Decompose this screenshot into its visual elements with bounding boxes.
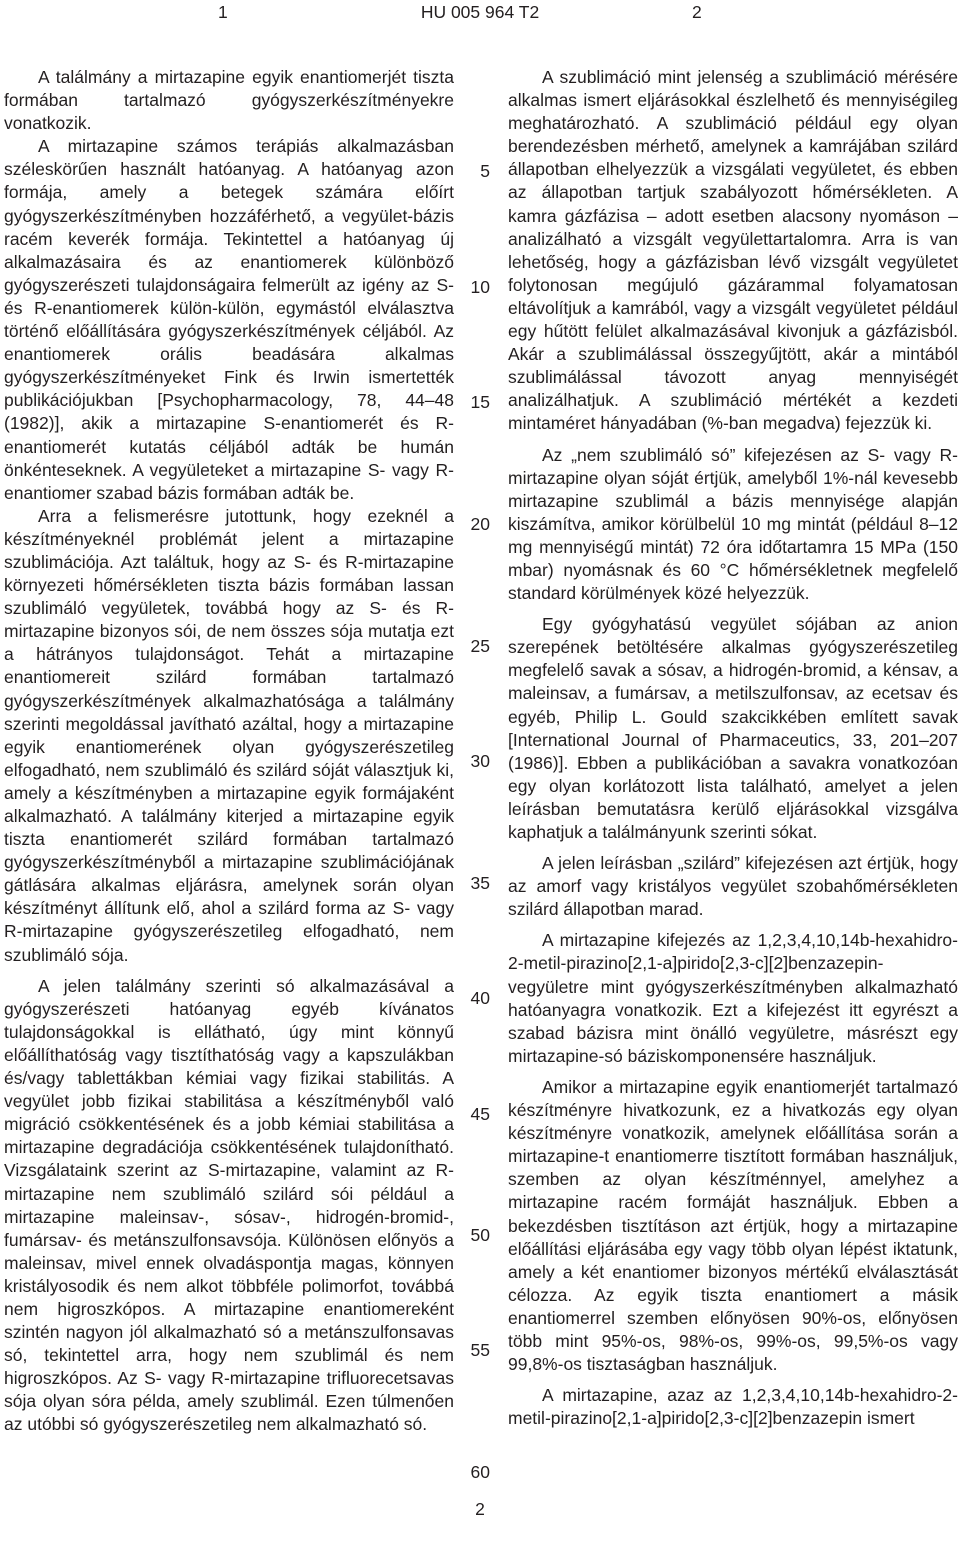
left-column (4, 66, 454, 1437)
paragraph: Egy gyógyhatású vegyület sójában az anion szerepének betöltésére alkalmas gyógyszerészetileg megfelelő savak a sósav, a hidrogén-bromid, a kénsav, a maleinsav, a fumársav, a metilszulfonsav, az ecetsav és egyéb, Philip L. Gould szakcikkében említett savak [International Journal of Pharmaceutics, 33, 201–207 (1986)]. Ebben a publikációban a savakra vonatkozóan egy olyan korlátozott lista található, amelyet a jelen leírásban bemutatásra kerülő eljárásokkal vizsgálva kaphatjuk a találmányunk szerinti sókat. (508, 614, 958, 842)
header-page-left: 1 (218, 2, 228, 22)
page-number: 2 (475, 1499, 485, 1519)
line-number: 20 (470, 514, 490, 534)
line-number: 5 (480, 161, 490, 181)
line-number: 30 (470, 751, 490, 771)
line-number: 15 (470, 392, 490, 412)
line-number: 50 (470, 1225, 490, 1245)
paragraph: A szublimáció mint jelenség a szublimáció mérésére alkalmas ismert eljárásokkal észlelhető és mennyiségileg meghatározható. A szublimáció például egy olyan berendezésben mérhető, amelynek a kamrájában szilárd állapotban elhelyezzük a vizsgálati vegyületet, és ebben az állapotban tartjuk szabályozott hőmérsékleten. A kamra gázfázisa – adott esetben alacsony nyomáson – analizálható a vizsgált vegyülettartalomra. Arra is van lehetőség, hogy a gázfázisban lévő vizsgált vegyületet folytonosan megújuló gázárammal folyamatosan eltávolítjuk a kamrából, vagy a vizsgált vegyületet például egy hűtött felület alkalmazásával kivonjuk a gázfázisból. Akár a szublimálással összegyűjtött, akár a mintából szublimálással távozott anyag mennyiségét analizálhatjuk. A szublimáció mértékét a kezdeti mintaméret hányadában (%-ban megadva) fejezzük ki. (508, 67, 958, 434)
paragraph: A mirtazapine számos terápiás alkalmazásban széleskörűen használt hatóanyag. A hatóanyag azon formája, amely a betegek számára előírt gyógyszerkészítményben hozzáférhető, a vegyület-bázis racém keverék formája. Tekintettel a hatóanyag új alkalmazásaira és az enantiomerek különböző gyógyszerészeti tulajdonságaira felmerült az igény az S- és R-enantiomerek külön-külön, egymástól elválasztva történő előállítására gyógyszerkészítmények céljából. Az enantiomerek orális beadására alkalmas gyógyszerkészítményeket Fink és Irwin ismertették publikációjukban [Psychopharmacology, 78, 44–48 (1982)], akik a mirtazapine S-enantiomerét és R-enantiomerét kutatás céljából adták be humán önkénteseknek. A vegyületeket a mirtazapine S- vagy R-enantiomer szabad bázis formában adták be. (4, 136, 454, 503)
line-number: 10 (470, 277, 490, 297)
paragraph: Arra a felismerésre jutottunk, hogy ezeknél a készítményeknél problémát jelent a mirtazapine szublimációja. Azt találtuk, hogy az S- és R-mirtazapine környezeti hőmérsékleten tiszta bázis formában lassan szublimáló vegyületek, továbbá hogy az S- és R-mirtazapine bizonyos sói, de nem összes sója mutatja ezt a hátrányos tulajdonságot. Tehát a mirtazapine enantiomereit szilárd formában tartalmazó gyógyszerkészítmények alkalmazhatósága a találmány szerinti megoldással javítható azáltal, hogy a mirtazapine egyik enantiomerének olyan gyógyszerészetileg elfogadható, nem szublimáló és szilárd sóját választjuk ki, amely a készítményben a mirtazapine egyik formájaként alkalmazható. A találmány kiterjed a mirtazapine egyik tiszta enantiomerét szilárd formában tartalmazó gyógyszerkészítményből a mirtazapine szublimációjának gátlására alkalmas eljárásra, amelynek során olyan készítményt állítunk elő, ahol a szilárd forma az S- vagy R-mirtazapine gyógyszerészetileg elfogadható, nem szublimáló sója. (4, 505, 454, 965)
line-number: 25 (470, 636, 490, 656)
line-number: 40 (470, 988, 490, 1008)
line-number: 35 (470, 873, 490, 893)
paragraph: Az „nem szublimáló só” kifejezésen az S- vagy R-mirtazapine olyan sóját értjük, amelyből 1%-nál kevesebb mirtazapine szublimál a bázis mennyisége alapján kiszámítva, amikor körülbelül 10 mg mintát (például 8–12 mg mennyiségű mintát) 72 óra időtartamra 15 MPa (150 mbar) nyomásnak és 60 °C hőmérsékletnek megfelelő standard körülmények közé helyezzük. (508, 444, 958, 604)
line-number: 55 (470, 1340, 490, 1360)
paragraph: A jelen találmány szerinti só alkalmazásával a gyógyszerészeti hatóanyag egyéb kívánatos tulajdonságokkal is ellátható, úgy mint könnyű előállíthatóság vagy tisztíthatóság vagy a kapszulákban és/vagy tablettákban kémiai vagy fizikai stabilitás. A vegyület jobb fizikai stabilitása a készítményből való migráció csökkentésének és a jobb kémiai stabilitása a mirtazapine degradációja csökkentésének tulajdonítható. Vizsgálataink szerint az S-mirtazapine, valamint az R-mirtazapine nem szublimáló szilárd sói például a mirtazapine maleinsav-, sósav-, hidrogén-bromid-, fumársav- és metánszulfonsavsója. Különösen előnyös a maleinsav, mivel ennek olvadáspontja magas, könnyen kristályosodik és nem alkot többféle polimorfot, továbbá nem higroszkópos. A mirtazapine enantiomereként szintén nagyon jól alkalmazható só a metánszulfonsavas só, tekintettel arra, hogy nem szublimál és nem higroszkópos. Az S- vagy R-mirtazapine trifluorecetsavas sója olyan sóra példa, amely szublimál. Ezen túlmenően az utóbbi só gyógyszerészetileg nem alkalmazható só. (4, 975, 454, 1435)
paragraph: A találmány a mirtazapine egyik enantiomerjét tiszta formában tartalmazó gyógyszerkészítményekre vonatkozik. (4, 67, 454, 134)
line-number: 60 (470, 1462, 490, 1482)
paragraph: A mirtazapine, azaz az 1,2,3,4,10,14b-hexahidro-2-metil-pirazino[2,1-a]pirido[2,3-c][2]benzazepin ismert (508, 1385, 958, 1429)
right-column (508, 66, 958, 1430)
header-page-right: 2 (692, 2, 702, 22)
paragraph: Amikor a mirtazapine egyik enantiomerjét tartalmazó készítményre hivatkozunk, ez a hivatkozás egy olyan készítményre vonatkozik, amelynek előállítása során a mirtazapine-t enantiomerre tisztított formában használjuk, szemben az olyan készítménnyel, amelyhez a mirtazapine racém formáját használjuk. Ebben a bekezdésben tisztításon azt értjük, hogy a mirtazapine előállítási eljárásába egy vagy több olyan lépést iktatunk, amely a két enantiomer bizonyos mértékű elválasztását célozza. Az egyik tiszta enantiomert a másik enantiomerrel szemben előnyösen 90%-os, előnyösen több mint 95%-os, 98%-os, 99%-os, 99,5%-os vagy 99,8%-os tisztaságban használjuk. (508, 1076, 958, 1375)
header-patent-number: HU 005 964 T2 (420, 2, 540, 22)
paragraph: A mirtazapine kifejezés az 1,2,3,4,10,14b-hexahidro-2-metil-pirazino[2,1-a]pirido[2,3-c][2]benzazepin-vegyületre mint gyógyszerkészítményben alkalmazható hatóanyagra vonatkozik. Ezt a kifejezést itt egyrészt a szabad bázisra mint önálló vegyületre, másrészt egy mirtazapine-só báziskomponensére használjuk. (508, 930, 958, 1066)
line-number: 45 (470, 1104, 490, 1124)
paragraph: A jelen leírásban „szilárd” kifejezésen azt értjük, hogy az amorf vagy kristályos vegyület szobahőmérsékleten szilárd állapotban marad. (508, 853, 958, 920)
